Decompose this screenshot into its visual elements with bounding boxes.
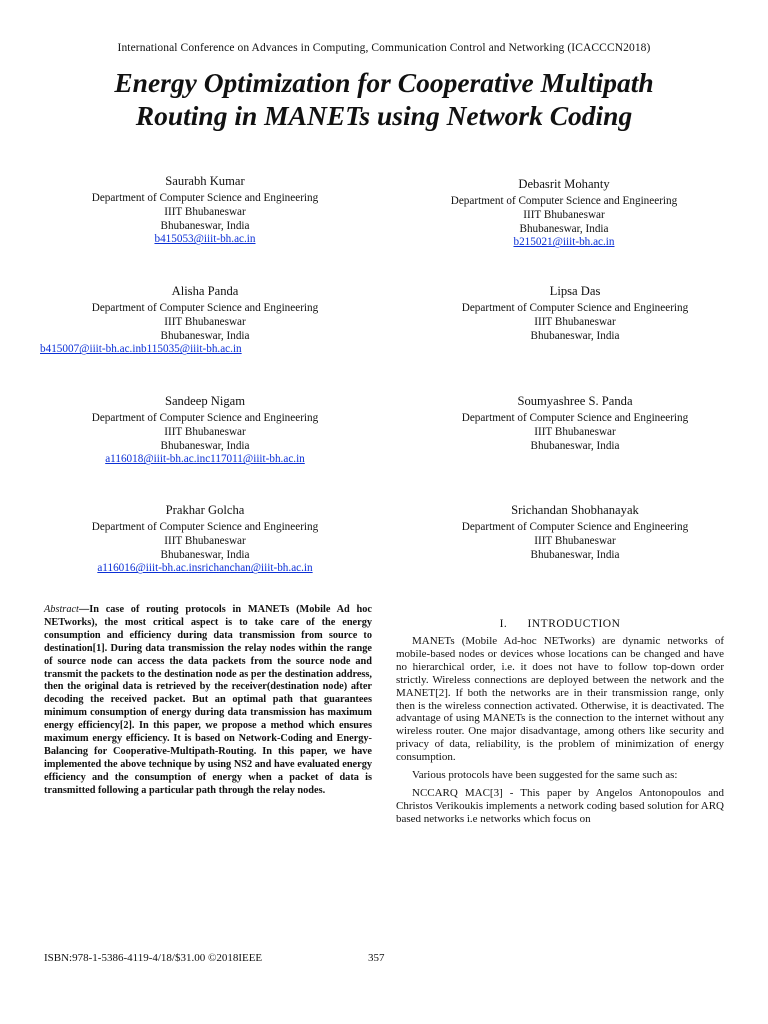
intro-paragraph: MANETs (Mobile Ad-hoc NETworks) are dynamic networks of mobile-based nodes or devices whose locations can be changed and have no hierarchical order, i.e. it does not have to follow top-down order strictly. Wireless connections are deployed between the network and the MANET[2]. If both the networks are in their transmission range, only then is the wireless connection activated. Otherwise, it is deactivated. The advantage of using MANETs is the connection to the internet without any wireless router. One major disadvantage, among others like security and privacy of data, reliability, is the problem of minimization of energy consumption. (396, 635, 724, 764)
author-name: Prakhar Golcha (165, 503, 245, 517)
author-location: Bhubaneswar, India (160, 548, 250, 561)
author-location: Bhubaneswar, India (530, 548, 620, 561)
author-block (409, 177, 719, 250)
author-name: Debasrit Mohanty (518, 177, 610, 191)
author-name: Lipsa Das (549, 284, 601, 298)
author-location: Bhubaneswar, India (530, 439, 620, 452)
abstract (44, 604, 372, 798)
author-department: Department of Computer Science and Engineering (450, 195, 678, 207)
author-institute: IIIT Bhubaneswar (534, 315, 616, 328)
author-institute: IIIT Bhubaneswar (164, 425, 246, 438)
author-department: Department of Computer Science and Engineering (91, 521, 319, 533)
author-email-link[interactable]: b215021@iiit-bh.ac.in (513, 236, 615, 249)
footer-isbn: ISBN:978-1-5386-4119-4/18/$31.00 ©2018IEEE (44, 952, 263, 964)
author-institute: IIIT Bhubaneswar (534, 534, 616, 547)
author-department: Department of Computer Science and Engineering (91, 302, 319, 314)
author-block (420, 284, 730, 343)
author-institute: IIIT Bhubaneswar (534, 425, 616, 438)
paper-title (30, 66, 738, 132)
author-location: Bhubaneswar, India (160, 439, 250, 452)
author-institute: IIIT Bhubaneswar (164, 534, 246, 547)
author-name: Alisha Panda (171, 284, 239, 298)
abstract-text: —In case of routing protocols in MANETs (Mobile Ad hoc NETworks), the most critical aspect is to take care of the energy consumption and efficiency during data transmission from source to destination[1]. During data transmission the relay nodes within the range of source node can access the data packets from the source node and transmit the packets to the destination node as per the destination address, then the original data is retrieved by the receiver(destination node) after decoding the received packet. But an optimal path that guarantees minimum consumption of energy during data transmission has maximum energy efficiency[2]. In this paper, we propose a method which ensures maximum energy efficiency. It is based on Network-Coding and Energy-Balancing for Cooperative-Multipath-Routing. In this paper, we have implemented the above technique by using NS2 and have evaluated energy efficiency and the consumption of energy when a packet of data is transmitted following a particular path through the relay nodes. (44, 604, 372, 796)
title-line-1: Energy Optimization for Cooperative Multipath (114, 67, 654, 98)
author-location: Bhubaneswar, India (160, 329, 250, 342)
section-heading-introduction: I. INTRODUCTION (499, 618, 621, 630)
author-block (420, 503, 730, 562)
author-department: Department of Computer Science and Engineering (461, 302, 689, 314)
author-email-link[interactable]: b415007@iiit-bh.ac.inb115035@iiit-bh.ac.in (40, 343, 242, 356)
author-block (40, 284, 370, 357)
author-location: Bhubaneswar, India (519, 222, 609, 235)
author-department: Department of Computer Science and Engineering (91, 412, 319, 424)
conference-header: International Conference on Advances in Computing, Communication Control and Networking (ICACCCN2018) (117, 42, 651, 54)
author-institute: IIIT Bhubaneswar (523, 208, 605, 221)
intro-paragraph: Various protocols have been suggested for the same such as: (412, 769, 678, 782)
author-location: Bhubaneswar, India (530, 329, 620, 342)
author-block (50, 503, 360, 576)
author-name: Sandeep Nigam (164, 394, 246, 408)
page-number: 357 (368, 952, 385, 964)
author-block (50, 174, 360, 247)
author-email-link[interactable]: b415053@iiit-bh.ac.in (154, 233, 256, 246)
author-email-link[interactable]: a116018@iiit-bh.ac.inc117011@iiit-bh.ac.in (105, 453, 305, 466)
introduction-body (396, 635, 724, 831)
abstract-label: Abstract (44, 604, 79, 615)
author-email-link[interactable]: a116016@iiit-bh.ac.insrichanchan@iiit-bh.ac.in (97, 562, 313, 575)
author-department: Department of Computer Science and Engineering (461, 412, 689, 424)
author-name: Soumyashree S. Panda (517, 394, 633, 408)
author-institute: IIIT Bhubaneswar (164, 205, 246, 218)
intro-paragraph: NCCARQ MAC[3] - This paper by Angelos Antonopoulos and Christos Verikoukis implements a network coding based solution for ARQ based networks i.e networks which focus on (396, 786, 724, 825)
author-institute: IIIT Bhubaneswar (164, 315, 246, 328)
title-line-2: Routing in MANETs using Network Coding (135, 100, 633, 131)
author-block (420, 394, 730, 453)
author-name: Saurabh Kumar (165, 174, 245, 188)
author-name: Srichandan Shobhanayak (511, 503, 639, 517)
author-location: Bhubaneswar, India (160, 219, 250, 232)
author-department: Department of Computer Science and Engineering (91, 192, 319, 204)
author-block (50, 394, 360, 467)
author-department: Department of Computer Science and Engineering (461, 521, 689, 533)
